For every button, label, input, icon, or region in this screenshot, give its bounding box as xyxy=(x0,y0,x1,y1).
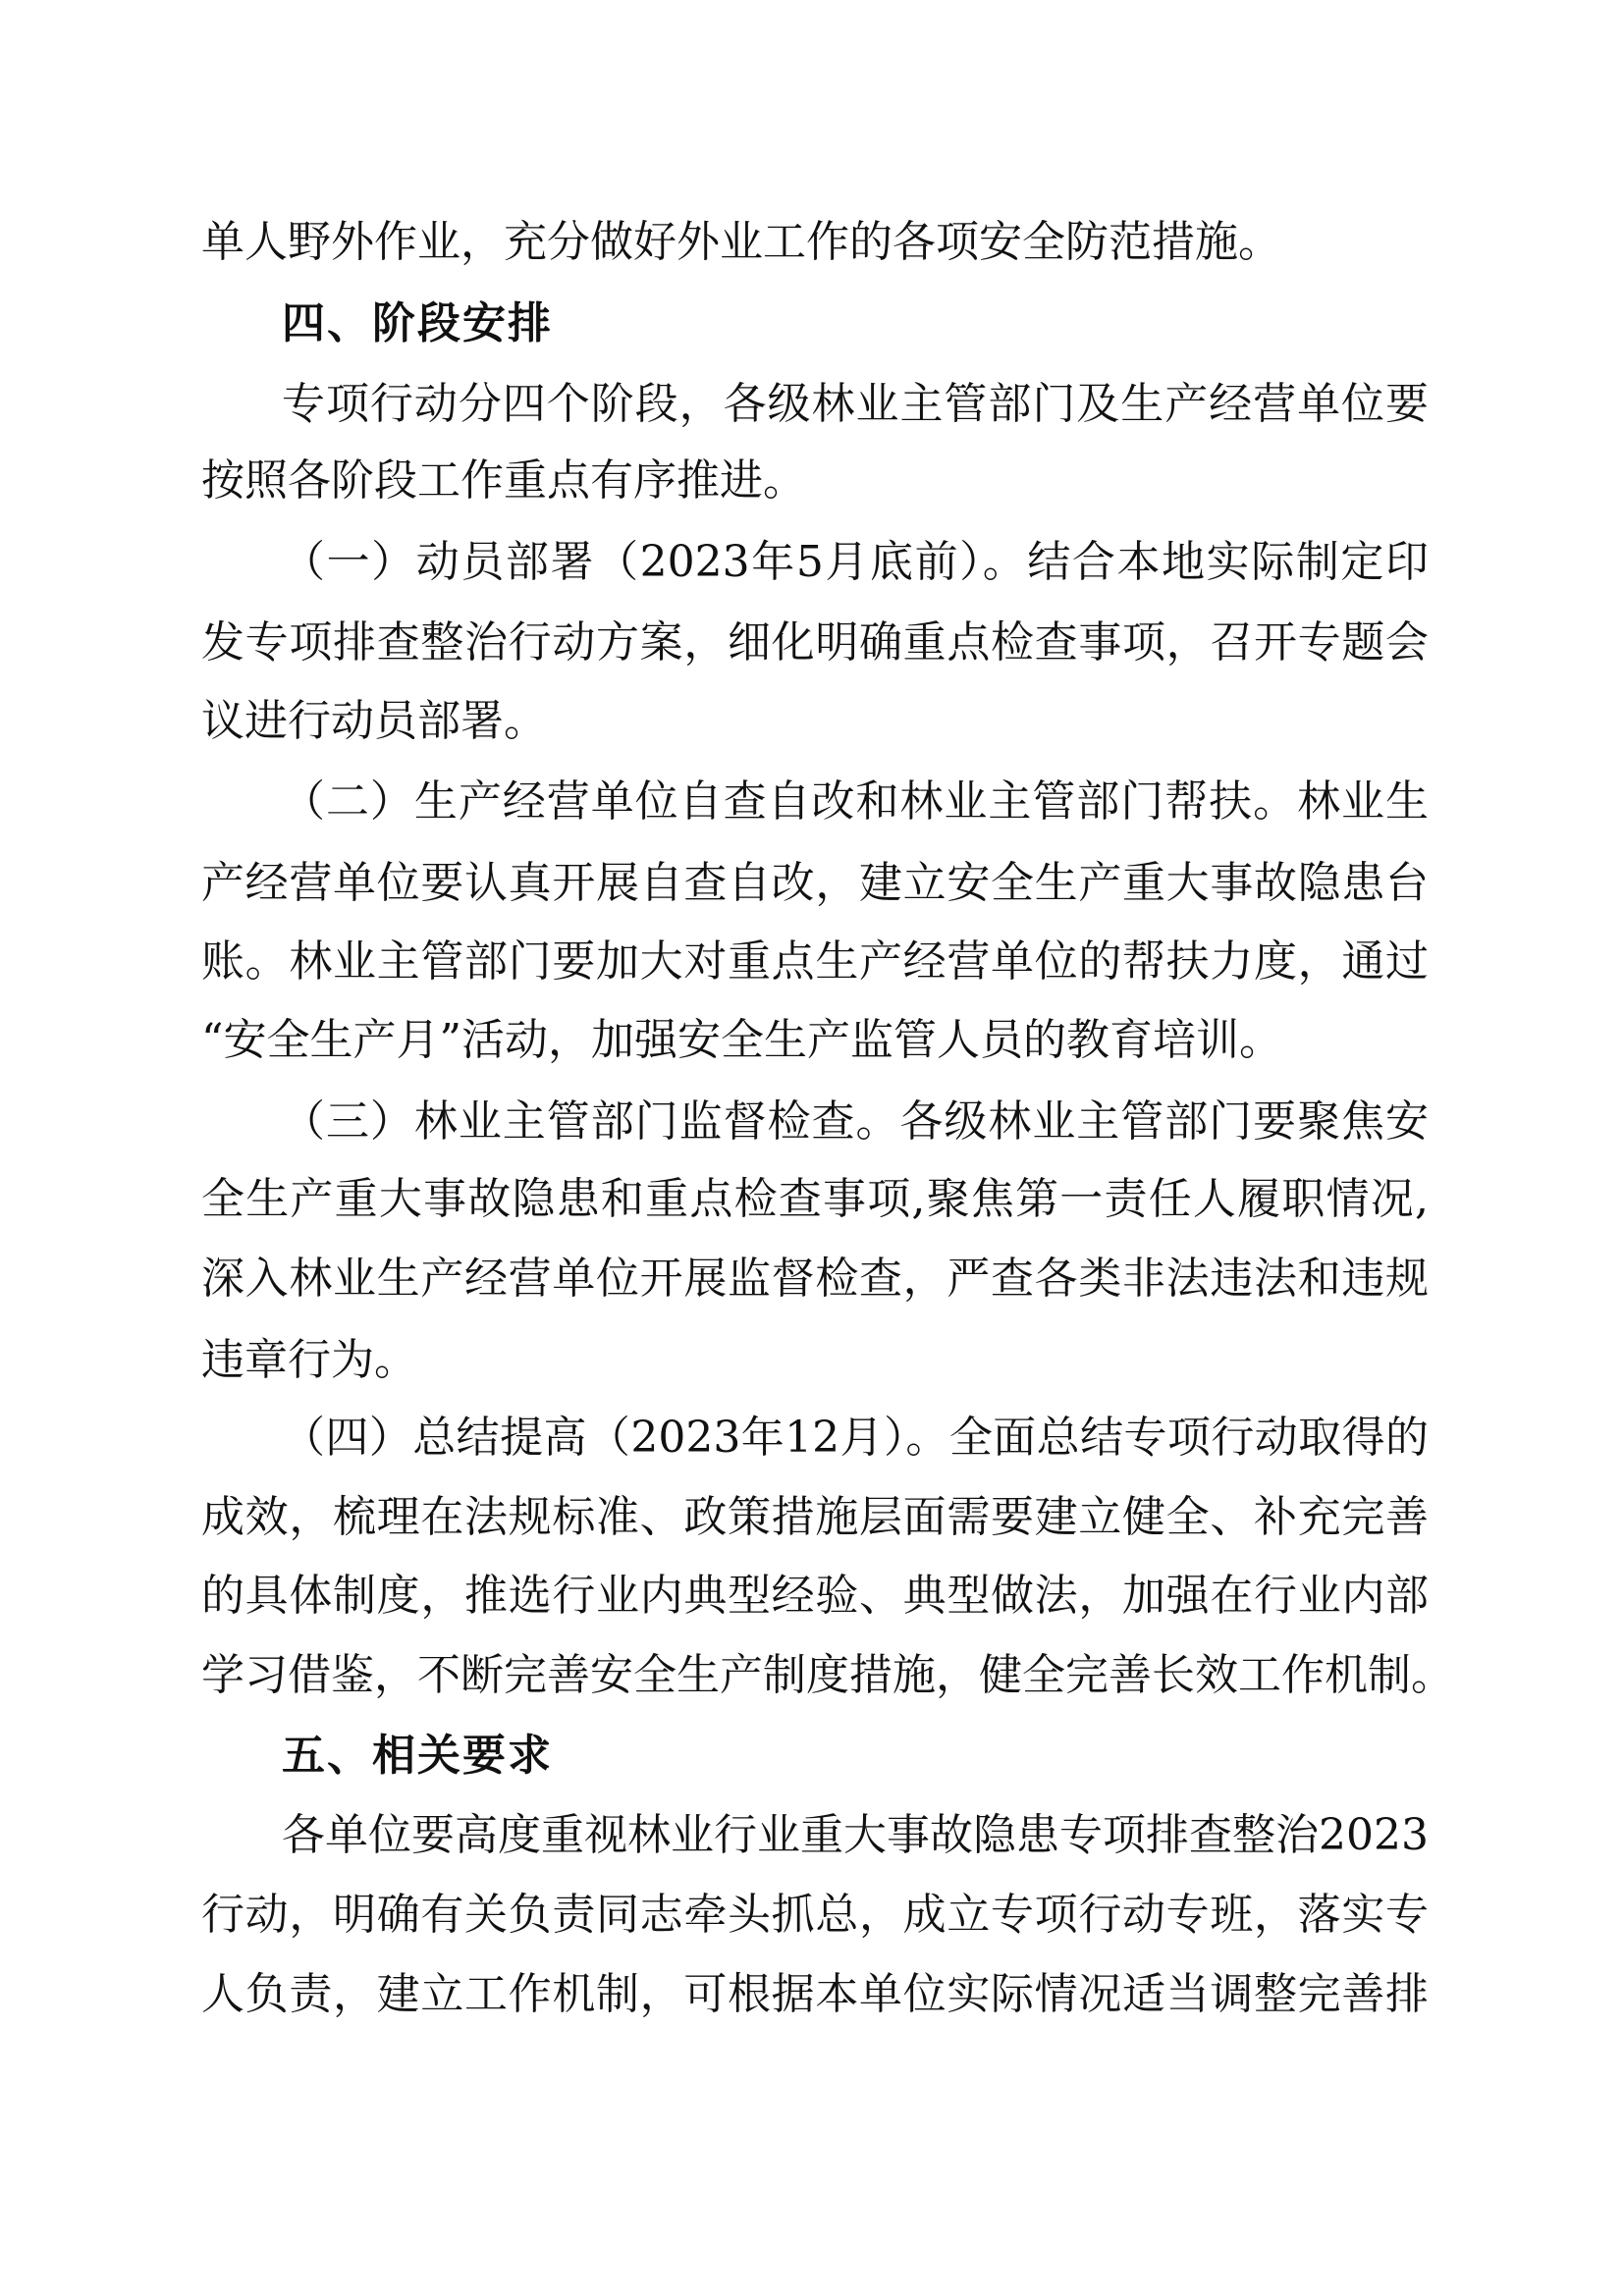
text-line: （二）生产经营单位自查自改和林业主管部门帮扶。林业生 xyxy=(282,776,1429,827)
text-line: 深入林业生产经营单位开展监督检查，严查各类非法违法和违规 xyxy=(201,1254,1429,1304)
text-line: 议进行动员部署。 xyxy=(201,696,547,746)
text-line: 行动，明确有关负责同志牵头抓总，成立专项行动专班，落实专 xyxy=(201,1890,1429,1940)
text-line: 全生产重大事故隐患和重点检查事项,聚焦第一责任人履职情况, xyxy=(201,1174,1429,1224)
text-line: （四）总结提高（2023年12月）。全面总结专项行动取得的 xyxy=(282,1413,1429,1463)
text-line: 单人野外作业，充分做好外业工作的各项安全防范措施。 xyxy=(201,217,1281,267)
text-line: 的具体制度，推选行业内典型经验、典型做法，加强在行业内部 xyxy=(201,1571,1429,1621)
text-line: “安全生产月”活动，加强安全生产监管人员的教育培训。 xyxy=(201,1015,1282,1065)
text-line: （三）林业主管部门监督检查。各级林业主管部门要聚焦安 xyxy=(282,1096,1429,1147)
text-line: 各单位要高度重视林业行业重大事故隐患专项排查整治2023 xyxy=(282,1810,1429,1860)
section-heading-4: 四、阶段安排 xyxy=(282,298,553,348)
text-line: 发专项排查整治行动方案，细化明确重点检查事项，召开专题会 xyxy=(201,617,1429,667)
text-line: 专项行动分四个阶段，各级林业主管部门及生产经营单位要 xyxy=(282,379,1429,429)
text-line: 按照各阶段工作重点有序推进。 xyxy=(201,455,806,506)
text-line: 人负责，建立工作机制，可根据本单位实际情况适当调整完善排 xyxy=(201,1969,1429,2019)
text-line: （一）动员部署（2023年5月底前）。结合本地实际制定印 xyxy=(282,537,1429,587)
section-heading-5: 五、相关要求 xyxy=(282,1731,553,1781)
text-line: 账。林业主管部门要加大对重点生产经营单位的帮扶力度，通过 xyxy=(201,936,1429,987)
text-line: 违章行为。 xyxy=(201,1335,417,1385)
text-line: 成效，梳理在法规标准、政策措施层面需要建立健全、补充完善 xyxy=(201,1492,1429,1542)
text-line: 学习借鉴，不断完善安全生产制度措施，健全完善长效工作机制。 xyxy=(201,1650,1454,1700)
text-line: 产经营单位要认真开展自查自改，建立安全生产重大事故隐患台 xyxy=(201,858,1429,908)
